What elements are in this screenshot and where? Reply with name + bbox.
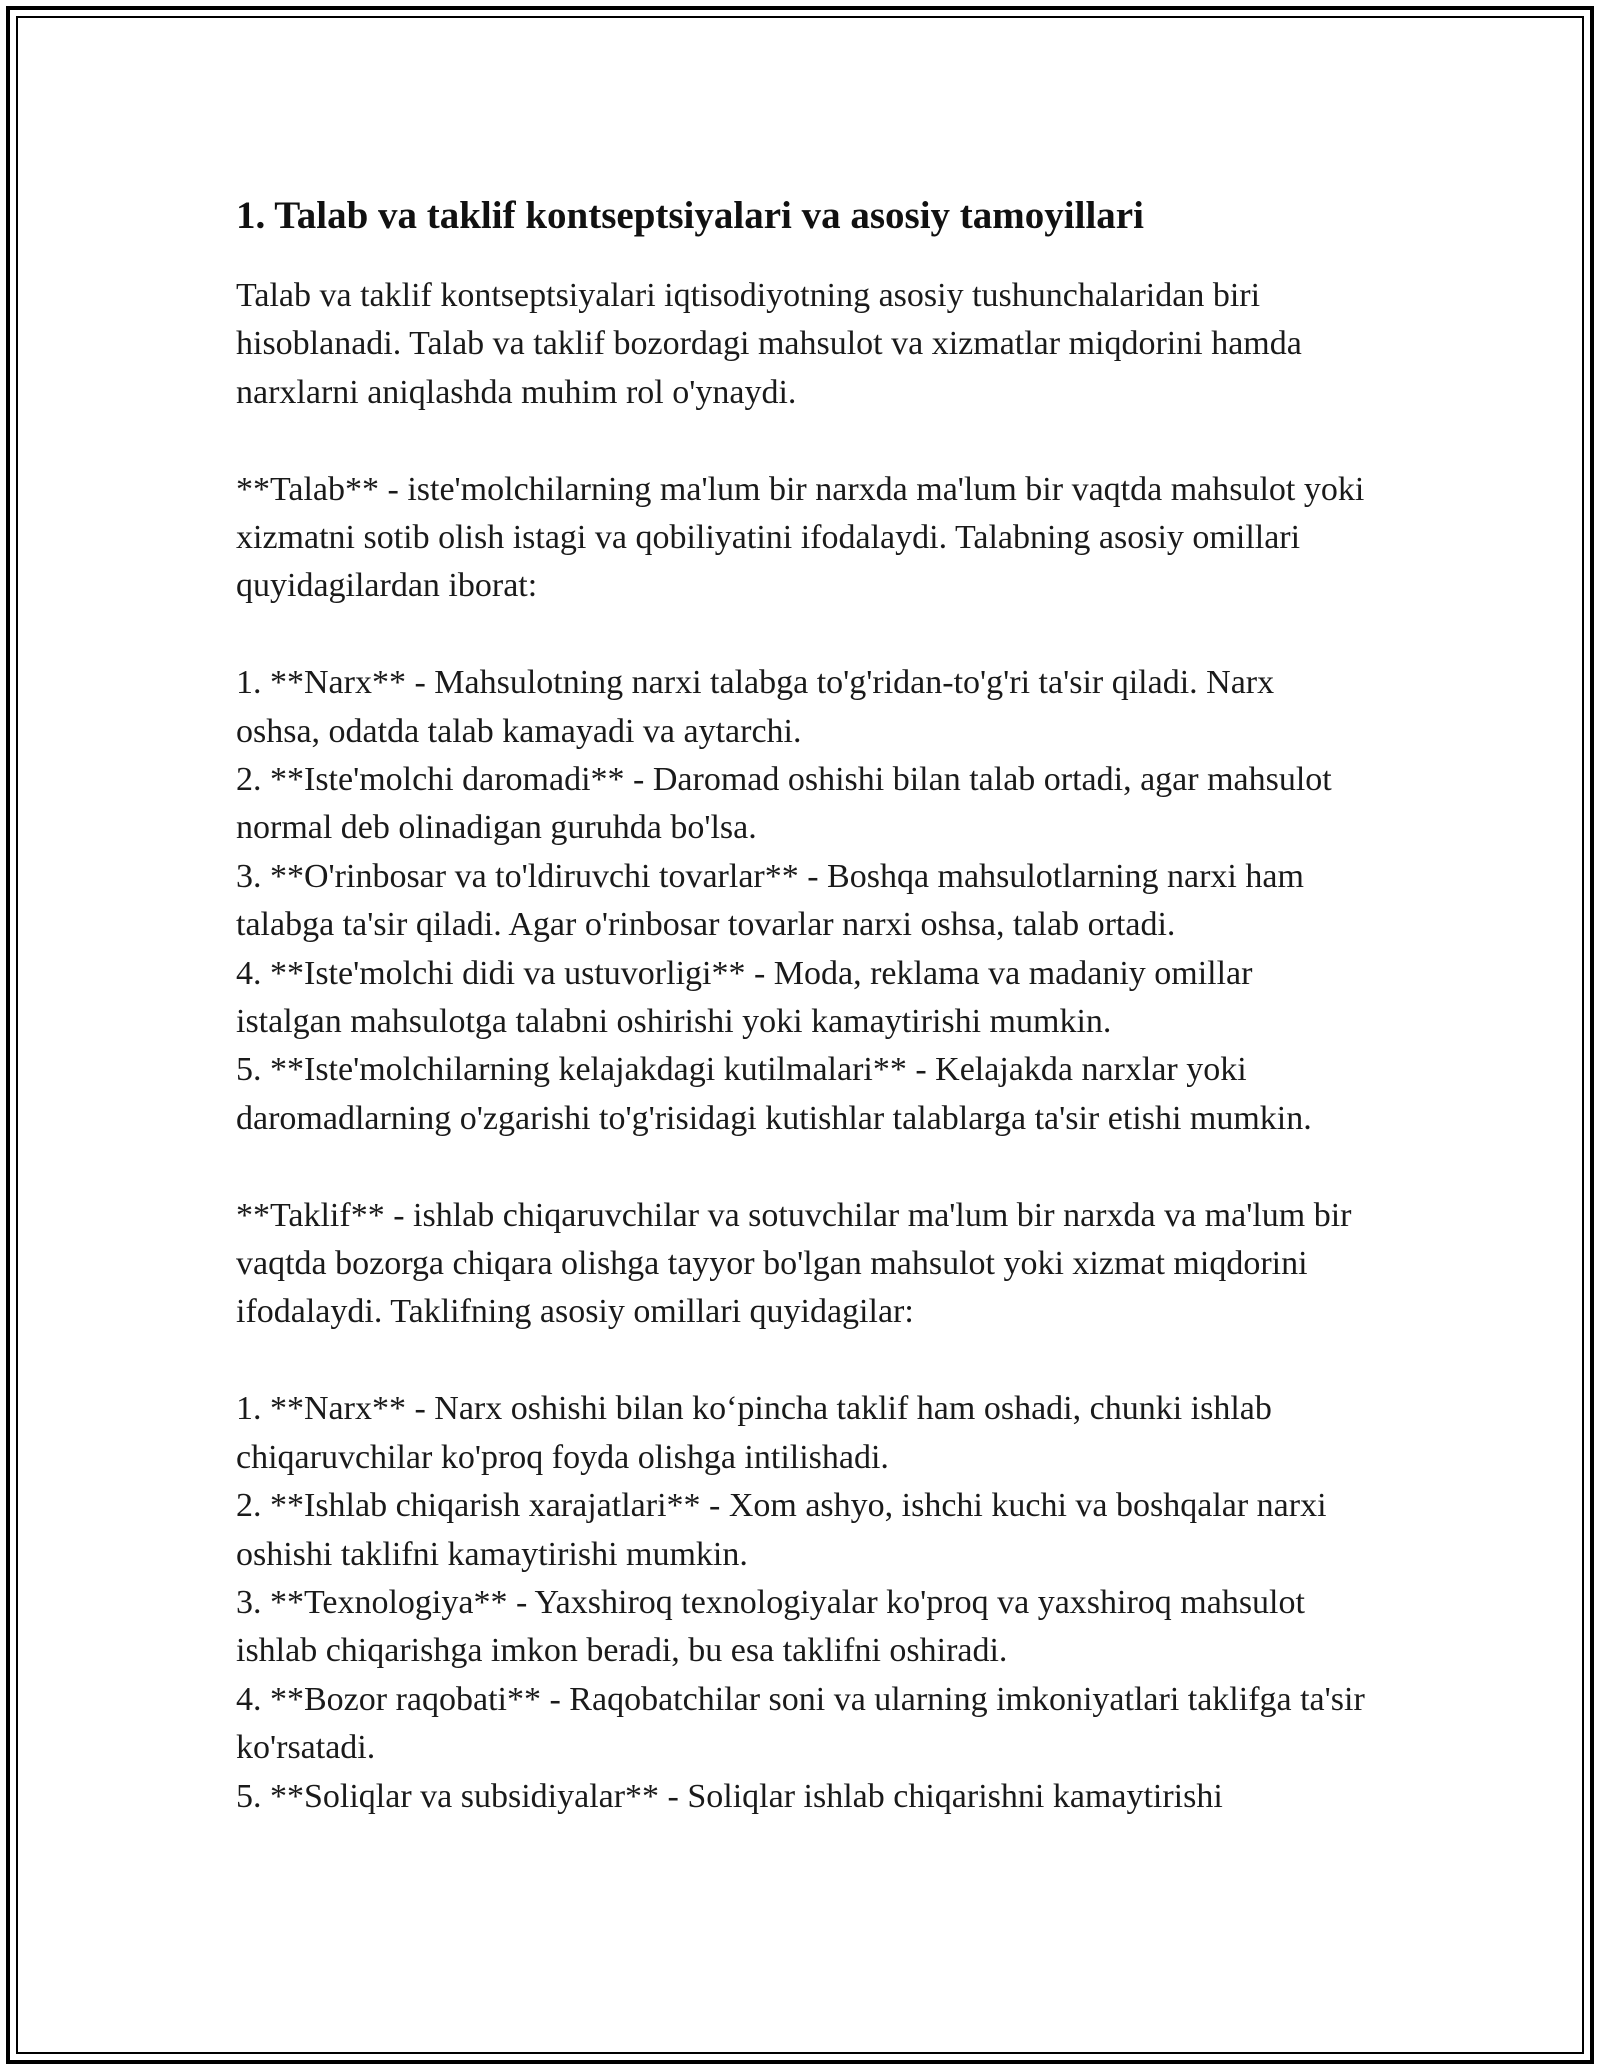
spacer <box>236 1337 1366 1385</box>
spacer <box>236 1143 1366 1191</box>
list-item: 1. **Narx** - Mahsulotning narxi talabga to'g'ridan-to'g'ri ta'sir qiladi. Narx oshsa, odatda talab kamayadi va aytarchi. <box>236 664 1275 750</box>
list-item: 4. **Bozor raqobati** - Raqobatchilar soni va ularning imkoniyatlari taklifga ta'sir ko'rsatadi. <box>236 1680 1365 1767</box>
list-item: 5. **Iste'molchilarning kelajakdagi kutilmalari** - Kelajakda narxlar yoki daromadlarning o'zgarishi to'g'risidagi kutishlar talablarga ta'sir etishi mumkin. <box>236 1051 1312 1137</box>
spacer <box>236 611 1366 659</box>
demand-definition: **Talab** - iste'molchilarning ma'lum bir narxda ma'lum bir vaqtda mahsulot yoki xizmatni sotib olish istagi va qobiliyatini ifodalaydi. Talabning asosiy omillari quyidagilardan iborat: <box>236 470 1365 605</box>
spacer <box>236 417 1366 465</box>
supply-definition: **Taklif** - ishlab chiqaruvchilar va sotuvchilar ma'lum bir narxda va ma'lum bir vaqtda bozorga chiqara olishga tayyor bo'lgan mahsulot yoki xizmat miqdorini ifodalaydi. Taklifning asosiy omillari quyidagilar: <box>236 1196 1352 1331</box>
list-item: 3. **Texnologiya** - Yaxshiroq texnologiyalar ko'proq va yaxshiroq mahsulot ishlab chiqarishga imkon beradi, bu esa taklifni oshiradi. <box>236 1583 1305 1670</box>
supply-factors-list <box>236 1385 1366 1821</box>
list-item: 2. **Ishlab chiqarish xarajatlari** - Xom ashyo, ishchi kuchi va boshqalar narxi oshishi taklifni kamaytirishi mumkin. <box>236 1487 1327 1573</box>
intro-paragraph: Talab va taklif kontseptsiyalari iqtisodiyotning asosiy tushunchalaridan biri hisoblanadi. Talab va taklif bozordagi mahsulot va xizmatlar miqdorini hamda narxlarni aniqlashda muhim rol o'ynaydi. <box>236 277 1302 411</box>
list-item: 5. **Soliqlar va subsidiyalar** - Soliqlar ishlab chiqarishni kamaytirishi <box>236 1777 1223 1815</box>
list-item: 3. **O'rinbosar va to'ldiruvchi tovarlar** - Boshqa mahsulotlarning narxi ham talabga ta'sir qiladi. Agar o'rinbosar tovarlar narxi oshsa, talab ortadi. <box>236 857 1304 944</box>
document-body <box>236 190 1366 1821</box>
list-item: 4. **Iste'molchi didi va ustuvorligi** - Moda, reklama va madaniy omillar istalgan mahsulotga talabni oshirishi yoki kamaytirishi mumkin. <box>236 954 1253 1041</box>
page-title: 1. Talab va taklif kontseptsiyalari va asosiy tamoyillari <box>236 194 1144 237</box>
list-item: 2. **Iste'molchi daromadi** - Daromad oshishi bilan talab ortadi, agar mahsulot normal deb olinadigan guruhda bo'lsa. <box>236 761 1332 847</box>
demand-factors-list <box>236 659 1366 1143</box>
list-item: 1. **Narx** - Narx oshishi bilan ko‘pincha taklif ham oshadi, chunki ishlab chiqaruvchilar ko'proq foyda olishga intilishadi. <box>236 1390 1272 1476</box>
